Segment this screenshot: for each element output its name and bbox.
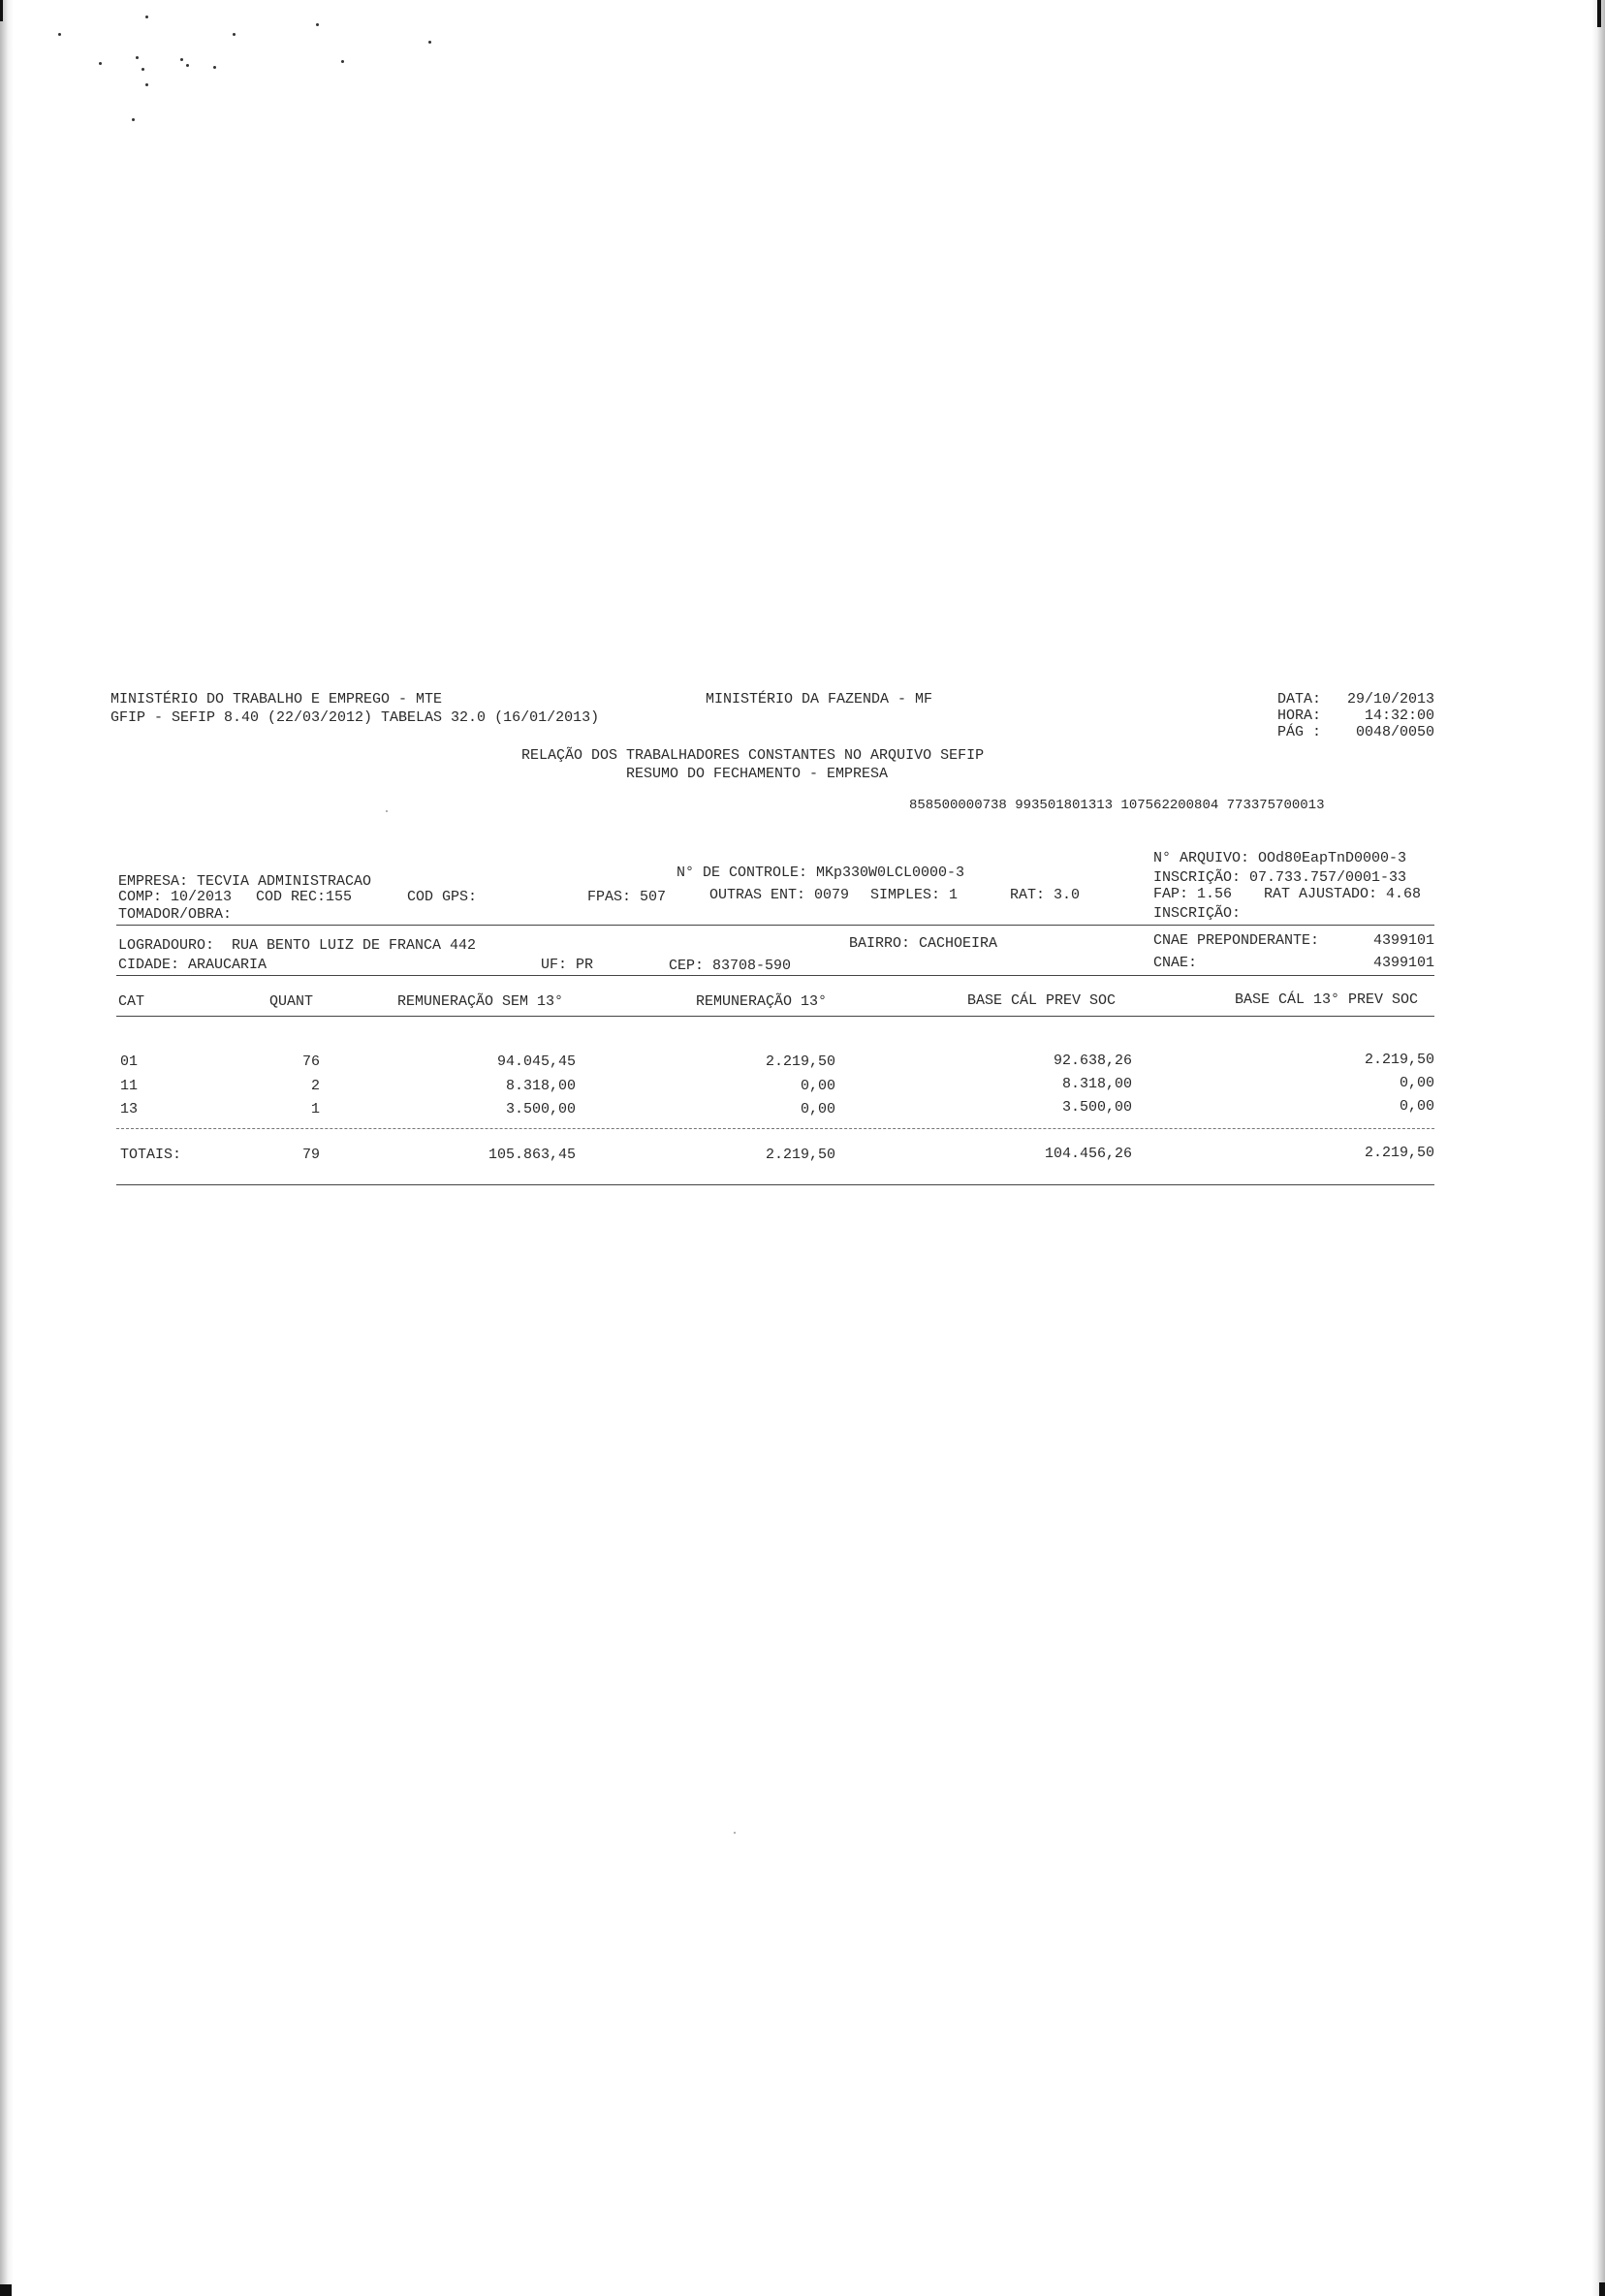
cell-cat: 13 <box>120 1101 139 1117</box>
scan-speckle <box>142 68 144 71</box>
cell-remuneration-13: 0,00 <box>800 1078 835 1094</box>
cell-base-13-prev-soc: 0,00 <box>1399 1075 1434 1091</box>
page-label: PÁG : <box>1277 724 1322 740</box>
cell-remuneration: 94.045,45 <box>496 1054 576 1070</box>
street-address: LOGRADOURO: RUA BENTO LUIZ DE FRANCA 442 <box>118 937 477 954</box>
main-cnae-value: 4399101 <box>1372 932 1434 949</box>
totals-label: TOTAIS: <box>120 1147 182 1163</box>
header-ministry-labor: MINISTÉRIO DO TRABALHO E EMPREGO - MTE <box>110 691 443 708</box>
control-number: N° DE CONTROLE: MKp330W0LCL0000-3 <box>677 865 965 881</box>
file-number: N° ARQUIVO: OOd80EapTnD0000-3 <box>1153 850 1407 866</box>
total-quant: 79 <box>301 1147 320 1163</box>
cell-base-prev-soc: 8.318,00 <box>1061 1076 1132 1092</box>
fap: FAP: 1.56 <box>1153 886 1233 902</box>
scan-speckle <box>132 118 135 121</box>
scan-speckle <box>180 58 183 61</box>
cell-base-prev-soc: 3.500,00 <box>1061 1099 1132 1116</box>
scan-speckle <box>136 56 139 59</box>
company-name: EMPRESA: TECVIA ADMINISTRACAO <box>118 873 372 890</box>
total-remuneration-13: 2.219,50 <box>765 1147 835 1163</box>
header-ministry-finance: MINISTÉRIO DA FAZENDA - MF <box>706 691 933 708</box>
report-title: RELAÇÃO DOS TRABALHADORES CONSTANTES NO ARQUIVO SEFIP <box>521 747 985 764</box>
divider <box>116 1184 1434 1185</box>
scan-speckle <box>145 16 148 18</box>
total-remuneration: 105.863,45 <box>488 1147 576 1163</box>
cell-quant: 2 <box>310 1078 320 1094</box>
cell-cat: 01 <box>120 1054 139 1070</box>
scan-corner-mark <box>0 2284 12 2296</box>
rat-adjusted: RAT AJUSTADO: 4.68 <box>1264 886 1422 902</box>
scan-speckle <box>145 83 148 86</box>
cnae-label: CNAE: <box>1153 955 1198 971</box>
time-label: HORA: <box>1277 708 1322 724</box>
rat: RAT: 3.0 <box>1010 887 1081 903</box>
report-subtitle: RESUMO DO FECHAMENTO - EMPRESA <box>626 766 889 782</box>
cnae-value: 4399101 <box>1372 955 1434 971</box>
cell-remuneration: 8.318,00 <box>505 1078 576 1094</box>
date-label: DATA: <box>1277 691 1322 708</box>
postal-code: CEP: 83708-590 <box>669 958 792 974</box>
time-value: 14:32:00 <box>1364 708 1434 724</box>
cell-quant: 1 <box>310 1101 320 1117</box>
tomador-inscription: INSCRIÇÃO: <box>1153 905 1242 922</box>
scan-speckle <box>734 1832 736 1834</box>
scan-speckle <box>58 33 61 36</box>
state: UF: PR <box>541 957 594 973</box>
cell-remuneration-13: 0,00 <box>800 1101 835 1117</box>
cell-base-13-prev-soc: 0,00 <box>1399 1098 1434 1115</box>
divider <box>116 975 1434 976</box>
col-header-quant: QUANT <box>269 993 314 1010</box>
cell-base-prev-soc: 92.638,26 <box>1053 1053 1132 1069</box>
cell-quant: 76 <box>301 1054 320 1070</box>
cod-gps: COD GPS: <box>407 889 478 905</box>
company-inscription: INSCRIÇÃO: 07.733.757/0001-33 <box>1153 869 1407 886</box>
scan-speckle <box>386 810 388 812</box>
scan-corner-mark <box>0 0 3 21</box>
col-header-cat: CAT <box>118 993 145 1010</box>
page-value: 0048/0050 <box>1355 724 1434 740</box>
other-entities: OUTRAS ENT: 0079 <box>709 887 850 903</box>
main-cnae-label: CNAE PREPONDERANTE: <box>1153 932 1320 949</box>
cell-remuneration-13: 2.219,50 <box>765 1054 835 1070</box>
scan-speckle <box>316 23 319 26</box>
cell-base-13-prev-soc: 2.219,50 <box>1364 1052 1434 1068</box>
col-header-base-13-prev-soc: BASE CÁL 13° PREV SOC <box>1235 991 1419 1008</box>
scan-corner-mark <box>1599 2282 1605 2296</box>
neighborhood: BAIRRO: CACHOEIRA <box>849 935 998 952</box>
col-header-base-prev-soc: BASE CÁL PREV SOC <box>967 992 1117 1009</box>
tomador-obra: TOMADOR/OBRA: <box>118 906 233 923</box>
divider <box>116 1128 1434 1129</box>
total-base-13-prev-soc: 2.219,50 <box>1364 1145 1434 1161</box>
scan-speckle <box>213 66 216 69</box>
divider <box>116 1016 1434 1017</box>
page-left-edge <box>0 0 14 2296</box>
competence: COMP: 10/2013 <box>118 889 233 905</box>
col-header-remuneration-13: REMUNERAÇÃO 13° <box>696 993 828 1010</box>
cell-remuneration: 3.500,00 <box>505 1101 576 1117</box>
scan-corner-mark <box>1597 0 1601 27</box>
col-header-remuneration: REMUNERAÇÃO SEM 13° <box>397 993 564 1010</box>
date-value: 29/10/2013 <box>1346 691 1434 708</box>
cell-cat: 11 <box>120 1078 139 1094</box>
scan-speckle <box>233 33 236 36</box>
fpas: FPAS: 507 <box>587 889 667 905</box>
barcode-digits: 858500000738 993501801313 107562200804 773375700013 <box>909 798 1325 813</box>
scan-speckle <box>186 64 189 67</box>
page-right-edge <box>1591 0 1605 2296</box>
scan-speckle <box>341 60 344 63</box>
divider <box>116 925 1434 926</box>
cod-rec: COD REC:155 <box>256 889 353 905</box>
total-base-prev-soc: 104.456,26 <box>1044 1146 1132 1162</box>
scan-speckle <box>428 41 431 44</box>
simples: SIMPLES: 1 <box>870 887 959 903</box>
header-system-version: GFIP - SEFIP 8.40 (22/03/2012) TABELAS 32.0 (16/01/2013) <box>110 709 600 726</box>
city: CIDADE: ARAUCARIA <box>118 957 268 973</box>
scan-speckle <box>99 62 102 65</box>
